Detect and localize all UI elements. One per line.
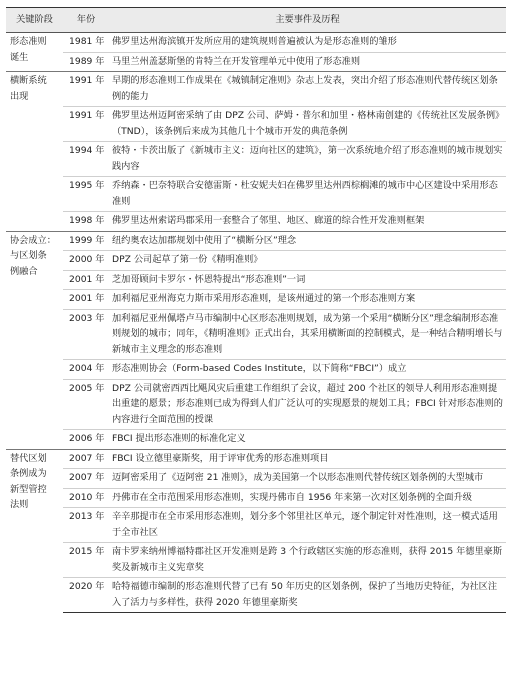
timeline-table: [6, 7, 506, 613]
table-row: [6, 142, 506, 177]
table-row: [6, 578, 506, 613]
table-row: [6, 52, 506, 72]
year-cell: 2005 年: [63, 379, 109, 430]
year-cell: 1999 年: [63, 231, 109, 251]
year-cell: 1991 年: [63, 107, 109, 142]
table-row: [6, 449, 506, 469]
year-cell: 2007 年: [63, 469, 109, 489]
year-cell: 2020 年: [63, 578, 109, 613]
table-header: [6, 8, 506, 33]
table-body: [6, 33, 506, 613]
event-cell: 早期的形态准则工作成果在《城镇制定准则》杂志上发表，突出介绍了形态准则代替传统区划条例的能力: [109, 72, 506, 107]
table-row: [6, 543, 506, 578]
stage-cell: 协会成立： 与区划条 例融合: [6, 231, 63, 449]
event-cell: 加利福尼亚州佩塔卢马市编制中心区形态准则规划，成为第一个采用“横断分区”理念编制形态准则规划的城市；同年，《精明准则》正式出台，其采用横断面的控制模式，是一种结合精明增长与新城市主义理念的形态准则: [109, 309, 506, 360]
event-cell: 彼特・卡茨出版了《新城市主义：迈向社区的建筑》，第一次系统地介绍了形态准则的城市规划实践内容: [109, 142, 506, 177]
event-cell: 佛罗里达州索诺玛郡采用一套整合了邻里、地区、廊道的综合性开发准则框架: [109, 212, 506, 232]
year-cell: 2001 年: [63, 270, 109, 290]
event-cell: 佛罗里达州迈阿密采纳了由 DPZ 公司、萨姆・普尔和加里・格林南创建的《传统社区发展条例》（TND），该条例后来成为其他几十个城市开发的典范条例: [109, 107, 506, 142]
event-cell: FBCI 设立德里豪斯奖，用于评审优秀的形态准则项目: [109, 449, 506, 469]
year-cell: 2004 年: [63, 360, 109, 380]
year-cell: 2003 年: [63, 309, 109, 360]
table-row: [6, 231, 506, 251]
table-row: [6, 251, 506, 271]
year-cell: 1991 年: [63, 72, 109, 107]
table-row: [6, 360, 506, 380]
event-cell: 丹佛市在全市范围采用形态准则，实现丹佛市自 1956 年来第一次对区划条例的全面升级: [109, 488, 506, 508]
event-cell: 乔纳森・巴奈特联合安德雷斯・杜安妮夫妇在佛罗里达州西棕榈滩的城市中心区建设中采用形态准则: [109, 177, 506, 212]
header-year: 年份: [63, 8, 109, 33]
header-event: 主要事件及历程: [109, 8, 506, 33]
table-row: [6, 309, 506, 360]
table-row: [6, 290, 506, 310]
table-row: [6, 488, 506, 508]
event-cell: 迈阿密采用了《迈阿密 21 准则》，成为美国第一个以形态准则代替传统区划条例的大型城市: [109, 469, 506, 489]
table-row: [6, 33, 506, 53]
event-cell: FBCI 提出形态准则的标准化定义: [109, 430, 506, 450]
table-row: [6, 212, 506, 232]
header-stage: 关键阶段: [6, 8, 63, 33]
year-cell: 2006 年: [63, 430, 109, 450]
year-cell: 1995 年: [63, 177, 109, 212]
event-cell: 形态准则协会（Form-based Codes Institute，以下简称“FBCI”）成立: [109, 360, 506, 380]
event-cell: 马里兰州盖瑟斯堡的肯特兰在开发管理单元中使用了形态准则: [109, 52, 506, 72]
event-cell: 辛辛那提市在全市采用形态准则，划分多个邻里社区单元，逐个制定针对性准则，这一模式适用于全市社区: [109, 508, 506, 543]
year-cell: 2000 年: [63, 251, 109, 271]
event-cell: DPZ 公司就密西西比飓风灾后重建工作组织了会议，超过 200 个社区的领导人利用形态准则提出重建的愿景；形态准则已成为得到人们广泛认可的实现愿景的规划工具；FBCI 针对形态准则的内容进行全面范围的授课: [109, 379, 506, 430]
event-cell: 佛罗里达州海滨镇开发所应用的建筑规则普遍被认为是形态准则的雏形: [112, 36, 397, 47]
stage-cell: 横断系统 出现: [6, 72, 63, 232]
table-row: [6, 107, 506, 142]
year-cell: 1981 年: [69, 36, 105, 47]
year-cell: 2010 年: [63, 488, 109, 508]
year-cell: 2001 年: [63, 290, 109, 310]
table-row: [6, 270, 506, 290]
year-cell: 2007 年: [63, 449, 109, 469]
event-cell: 纽约奥农达加郡规划中使用了“横断分区”理念: [109, 231, 506, 251]
year-cell: 1994 年: [63, 142, 109, 177]
event-cell: 南卡罗来纳州博福特郡社区开发准则是跨 3 个行政辖区实施的形态准则，获得 2015 年德里豪斯奖及新城市主义宪章奖: [109, 543, 506, 578]
table-row: [6, 430, 506, 450]
table-row: [6, 72, 506, 107]
table-row: [6, 379, 506, 430]
table-row: [6, 469, 506, 489]
table-row: [6, 508, 506, 543]
stage-cell: 形态准则 诞生: [10, 36, 47, 63]
event-cell: 加利福尼亚州海克力斯市采用形态准则，是该州通过的第一个形态准则方案: [109, 290, 506, 310]
year-cell: 2013 年: [63, 508, 109, 543]
year-cell: 2015 年: [63, 543, 109, 578]
event-cell: 芝加哥顾问卡罗尔・怀恩特提出“形态准则”一词: [109, 270, 506, 290]
event-cell: 哈特福德市编制的形态准则代替了已有 50 年历史的区划条例，保护了当地历史特征，为社区注入了活力与多样性，获得 2020 年德里豪斯奖: [109, 578, 506, 613]
stage-cell: 替代区划 条例成为 新型管控 法则: [6, 449, 63, 613]
event-cell: DPZ 公司起草了第一份《精明准则》: [109, 251, 506, 271]
year-cell: 1998 年: [63, 212, 109, 232]
table-row: [6, 177, 506, 212]
year-cell: 1989 年: [63, 52, 109, 72]
